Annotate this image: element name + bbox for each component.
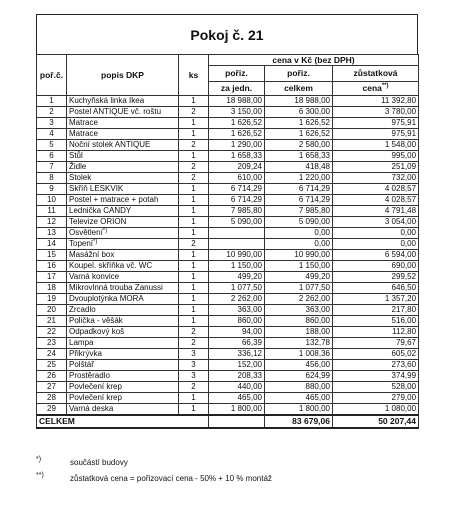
cell-por: 16 (37, 261, 67, 272)
cell-poriz-jedn: 18 988,00 (209, 96, 265, 107)
cell-popis: Osvětlení*) (67, 228, 179, 239)
cell-ks: 2 (179, 327, 209, 338)
page-title: Pokoj č. 21 (36, 14, 418, 55)
cell-ks: 2 (179, 107, 209, 118)
cell-zustatkova: 11 392,80 (333, 96, 419, 107)
cell-popis: Matrace (67, 129, 179, 140)
total-celkem: 83 679,06 (265, 415, 333, 428)
cell-zustatkova: 273,60 (333, 360, 419, 371)
footnote-1-text: součástí budovy (70, 458, 128, 467)
cell-zustatkova: 4 028,57 (333, 184, 419, 195)
cell-por: 20 (37, 305, 67, 316)
cell-zustatkova: 6 594,00 (333, 250, 419, 261)
table-row (37, 338, 419, 349)
cell-ks: 1 (179, 118, 209, 129)
cell-por: 4 (37, 129, 67, 140)
cell-popis: Dvouplotýnka MORA (67, 294, 179, 305)
cell-popis: Skříň LESKVIK (67, 184, 179, 195)
header-por: poř.č. (37, 55, 67, 96)
cell-popis: Varná deska (67, 404, 179, 416)
cell-popis: Prostěradlo (67, 371, 179, 382)
cell-ks: 1 (179, 316, 209, 327)
cell-poriz-jedn: 1 626,52 (209, 118, 265, 129)
cell-ks: 1 (179, 129, 209, 140)
cell-popis: Topení*) (67, 239, 179, 250)
cell-poriz-jedn: 440,00 (209, 382, 265, 393)
cell-popis: Židle (67, 162, 179, 173)
cell-popis: Postel ANTIQUE vč. roštu (67, 107, 179, 118)
cell-poriz-celkem: 1 800,00 (265, 404, 333, 416)
cell-por: 2 (37, 107, 67, 118)
header-popis: popis DKP (67, 55, 179, 96)
cell-poriz-jedn: 209,24 (209, 162, 265, 173)
table-row (37, 118, 419, 129)
cell-zustatkova: 732,00 (333, 173, 419, 184)
cell-poriz-jedn: 1 290,00 (209, 140, 265, 151)
table-row (37, 162, 419, 173)
cell-ks: 3 (179, 360, 209, 371)
table-row (37, 239, 419, 250)
inventory-table (36, 54, 419, 429)
cell-zustatkova: 975,91 (333, 129, 419, 140)
cell-por: 14 (37, 239, 67, 250)
cell-popis: Lednička CANDY (67, 206, 179, 217)
cell-ks: 1 (179, 195, 209, 206)
cell-ks: 1 (179, 217, 209, 228)
cell-por: 23 (37, 338, 67, 349)
cell-por: 15 (37, 250, 67, 261)
cell-popis: Noční stolek ANTIQUE (67, 140, 179, 151)
table-row (37, 129, 419, 140)
cell-popis: Kuchyňská linka Ikea (67, 96, 179, 107)
total-row (37, 415, 419, 428)
cell-popis: Lampa (67, 338, 179, 349)
table-row (37, 283, 419, 294)
cell-popis: Postel + matrace + potah (67, 195, 179, 206)
cell-ks: 1 (179, 184, 209, 195)
table-row (37, 360, 419, 371)
cell-por: 17 (37, 272, 67, 283)
table-row (37, 206, 419, 217)
cell-popis: Televize ORION (67, 217, 179, 228)
cell-poriz-celkem: 6 714,29 (265, 184, 333, 195)
table-row (37, 393, 419, 404)
cell-popis: Masážní box (67, 250, 179, 261)
footnotes (36, 458, 436, 490)
cell-poriz-jedn: 1 800,00 (209, 404, 265, 416)
header-cena-group: cena v Kč (bez DPH) (209, 55, 419, 66)
cell-por: 24 (37, 349, 67, 360)
cell-poriz-jedn: 363,00 (209, 305, 265, 316)
table-row (37, 228, 419, 239)
table-row (37, 107, 419, 118)
cell-popis: Stůl (67, 151, 179, 162)
cell-popis: Povlečení krep (67, 382, 179, 393)
cell-popis: Varná konvice (67, 272, 179, 283)
cell-ks: 1 (179, 404, 209, 416)
cell-por: 26 (37, 371, 67, 382)
cell-ks: 2 (179, 239, 209, 250)
cell-poriz-jedn: 1 658,33 (209, 151, 265, 162)
cell-por: 13 (37, 228, 67, 239)
cell-zustatkova: 3 054,00 (333, 217, 419, 228)
cell-poriz-celkem: 1 008,36 (265, 349, 333, 360)
cell-poriz-celkem: 465,00 (265, 393, 333, 404)
cell-ks: 1 (179, 261, 209, 272)
table-row (37, 349, 419, 360)
cell-poriz-jedn (209, 228, 265, 239)
cell-popis: Odpadkový koš (67, 327, 179, 338)
cell-poriz-jedn: 1 150,00 (209, 261, 265, 272)
cell-ks: 1 (179, 294, 209, 305)
cell-poriz-jedn (209, 239, 265, 250)
cell-poriz-jedn: 5 090,00 (209, 217, 265, 228)
cell-poriz-celkem: 18 988,00 (265, 96, 333, 107)
cell-zustatkova: 112,80 (333, 327, 419, 338)
header-poriz-jedn-l1: pořiz. (209, 66, 265, 82)
table-row (37, 272, 419, 283)
cell-popis: Koupel. skříňka vč. WC (67, 261, 179, 272)
cell-zustatkova: 279,00 (333, 393, 419, 404)
cell-poriz-celkem: 456,00 (265, 360, 333, 371)
cell-ks: 3 (179, 371, 209, 382)
cell-por: 21 (37, 316, 67, 327)
total-empty-cell (209, 415, 265, 428)
table-body (37, 96, 419, 416)
cell-ks: 1 (179, 305, 209, 316)
table-row (37, 184, 419, 195)
cell-poriz-jedn: 208,33 (209, 371, 265, 382)
cell-poriz-jedn: 7 985,80 (209, 206, 265, 217)
cell-ks: 3 (179, 349, 209, 360)
cell-poriz-celkem: 1 077,50 (265, 283, 333, 294)
cell-poriz-celkem: 860,00 (265, 316, 333, 327)
cell-ks: 2 (179, 162, 209, 173)
cell-poriz-celkem: 624,99 (265, 371, 333, 382)
cell-zustatkova: 1 080,00 (333, 404, 419, 416)
table-row (37, 327, 419, 338)
cell-poriz-celkem: 499,20 (265, 272, 333, 283)
table-row (37, 305, 419, 316)
cell-zustatkova: 4 028,57 (333, 195, 419, 206)
cell-poriz-jedn: 94,00 (209, 327, 265, 338)
footnote-2-text: zůstatková cena = pořizovací cena - 50% + 10 % montáž (70, 474, 272, 483)
cell-zustatkova: 690,00 (333, 261, 419, 272)
cell-por: 18 (37, 283, 67, 294)
table-row (37, 140, 419, 151)
cell-por: 25 (37, 360, 67, 371)
footnote-1 (36, 458, 436, 474)
cell-por: 29 (37, 404, 67, 416)
cell-poriz-celkem: 6 300,00 (265, 107, 333, 118)
cell-ks: 1 (179, 228, 209, 239)
header-poriz-celkem-l1: pořiz. (265, 66, 333, 82)
cell-ks: 1 (179, 272, 209, 283)
footnote-2-mark: **) (36, 472, 44, 479)
cell-poriz-jedn: 610,00 (209, 173, 265, 184)
cell-zustatkova: 374,99 (333, 371, 419, 382)
table-row (37, 382, 419, 393)
cell-poriz-celkem: 188,00 (265, 327, 333, 338)
cell-poriz-celkem: 418,48 (265, 162, 333, 173)
cell-por: 22 (37, 327, 67, 338)
cell-zustatkova: 299,52 (333, 272, 419, 283)
table-row (37, 294, 419, 305)
cell-ks: 1 (179, 250, 209, 261)
cell-poriz-jedn: 6 714,29 (209, 184, 265, 195)
cell-ks: 1 (179, 96, 209, 107)
table-row (37, 217, 419, 228)
footnote-mark: *) (102, 228, 108, 234)
cell-popis: Zrcadlo (67, 305, 179, 316)
table-row (37, 250, 419, 261)
cell-zustatkova: 0,00 (333, 239, 419, 250)
cell-zustatkova: 646,50 (333, 283, 419, 294)
cell-ks: 2 (179, 173, 209, 184)
cell-poriz-jedn: 66,39 (209, 338, 265, 349)
cell-por: 28 (37, 393, 67, 404)
table-row (37, 173, 419, 184)
cell-ks: 2 (179, 338, 209, 349)
cell-por: 8 (37, 173, 67, 184)
cell-zustatkova: 4 791,48 (333, 206, 419, 217)
footnote-2 (36, 474, 436, 490)
cell-popis: Stolek (67, 173, 179, 184)
cell-por: 7 (37, 162, 67, 173)
cell-zustatkova: 217,80 (333, 305, 419, 316)
header-poriz-celkem-l2: celkem (265, 82, 333, 96)
cell-poriz-celkem: 1 220,00 (265, 173, 333, 184)
cell-ks: 2 (179, 382, 209, 393)
cell-poriz-celkem: 0,00 (265, 228, 333, 239)
header-zustatkova-l1: zůstatková (333, 66, 419, 82)
table-row (37, 195, 419, 206)
cell-poriz-celkem: 10 990,00 (265, 250, 333, 261)
cell-por: 1 (37, 96, 67, 107)
cell-poriz-celkem: 132,78 (265, 338, 333, 349)
cell-ks: 1 (179, 151, 209, 162)
cell-zustatkova: 516,00 (333, 316, 419, 327)
cell-poriz-jedn: 152,00 (209, 360, 265, 371)
cell-poriz-jedn: 860,00 (209, 316, 265, 327)
footnote-1-mark: *) (36, 456, 42, 463)
cell-zustatkova: 1 548,00 (333, 140, 419, 151)
table-row (37, 371, 419, 382)
table-row (37, 404, 419, 416)
cell-por: 12 (37, 217, 67, 228)
cell-ks: 1 (179, 283, 209, 294)
footnote-mark: *) (93, 239, 98, 245)
cell-poriz-jedn: 336,12 (209, 349, 265, 360)
cell-popis: Polička - věšák (67, 316, 179, 327)
cell-poriz-celkem: 1 658,33 (265, 151, 333, 162)
cell-ks: 2 (179, 140, 209, 151)
cell-por: 10 (37, 195, 67, 206)
cell-zustatkova: 605,02 (333, 349, 419, 360)
total-label: CELKEM (37, 415, 209, 428)
cell-zustatkova: 79,67 (333, 338, 419, 349)
total-zustatkova: 50 207,44 (333, 415, 419, 428)
cell-poriz-jedn: 1 626,52 (209, 129, 265, 140)
table-row (37, 316, 419, 327)
cell-por: 27 (37, 382, 67, 393)
cell-ks: 1 (179, 206, 209, 217)
cell-zustatkova: 3 780,00 (333, 107, 419, 118)
cell-zustatkova: 0,00 (333, 228, 419, 239)
cell-por: 11 (37, 206, 67, 217)
cell-zustatkova: 251,09 (333, 162, 419, 173)
cell-poriz-celkem: 5 090,00 (265, 217, 333, 228)
cell-poriz-celkem: 0,00 (265, 239, 333, 250)
cell-poriz-jedn: 3 150,00 (209, 107, 265, 118)
cell-poriz-celkem: 363,00 (265, 305, 333, 316)
table-row (37, 151, 419, 162)
cell-poriz-celkem: 1 626,52 (265, 129, 333, 140)
cell-popis: Přikrývka (67, 349, 179, 360)
cell-zustatkova: 1 357,20 (333, 294, 419, 305)
cell-poriz-jedn: 465,00 (209, 393, 265, 404)
cell-popis: Povlečení krep (67, 393, 179, 404)
header-poriz-jedn-l2: za jedn. (209, 82, 265, 96)
cell-poriz-celkem: 2 580,00 (265, 140, 333, 151)
cell-poriz-celkem: 1 150,00 (265, 261, 333, 272)
cell-por: 6 (37, 151, 67, 162)
table-row (37, 261, 419, 272)
cell-popis: Matrace (67, 118, 179, 129)
cell-por: 19 (37, 294, 67, 305)
cell-zustatkova: 528,00 (333, 382, 419, 393)
cell-poriz-jedn: 1 077,50 (209, 283, 265, 294)
cell-poriz-jedn: 10 990,00 (209, 250, 265, 261)
cell-zustatkova: 995,00 (333, 151, 419, 162)
cell-popis: Mikrovlnná trouba Zanussi (67, 283, 179, 294)
cell-popis: Polštář (67, 360, 179, 371)
cell-poriz-celkem: 7 985,80 (265, 206, 333, 217)
cell-ks: 1 (179, 393, 209, 404)
cell-zustatkova: 975,91 (333, 118, 419, 129)
cell-por: 5 (37, 140, 67, 151)
cell-poriz-celkem: 2 262,00 (265, 294, 333, 305)
cell-poriz-jedn: 2 262,00 (209, 294, 265, 305)
cell-poriz-jedn: 6 714,29 (209, 195, 265, 206)
header-zustatkova-l2: cena**) (333, 82, 419, 96)
cell-poriz-celkem: 880,00 (265, 382, 333, 393)
header-ks: ks (179, 55, 209, 96)
table-row (37, 96, 419, 107)
cell-por: 3 (37, 118, 67, 129)
cell-por: 9 (37, 184, 67, 195)
cell-poriz-jedn: 499,20 (209, 272, 265, 283)
cell-poriz-celkem: 1 626,52 (265, 118, 333, 129)
cell-poriz-celkem: 6 714,29 (265, 195, 333, 206)
